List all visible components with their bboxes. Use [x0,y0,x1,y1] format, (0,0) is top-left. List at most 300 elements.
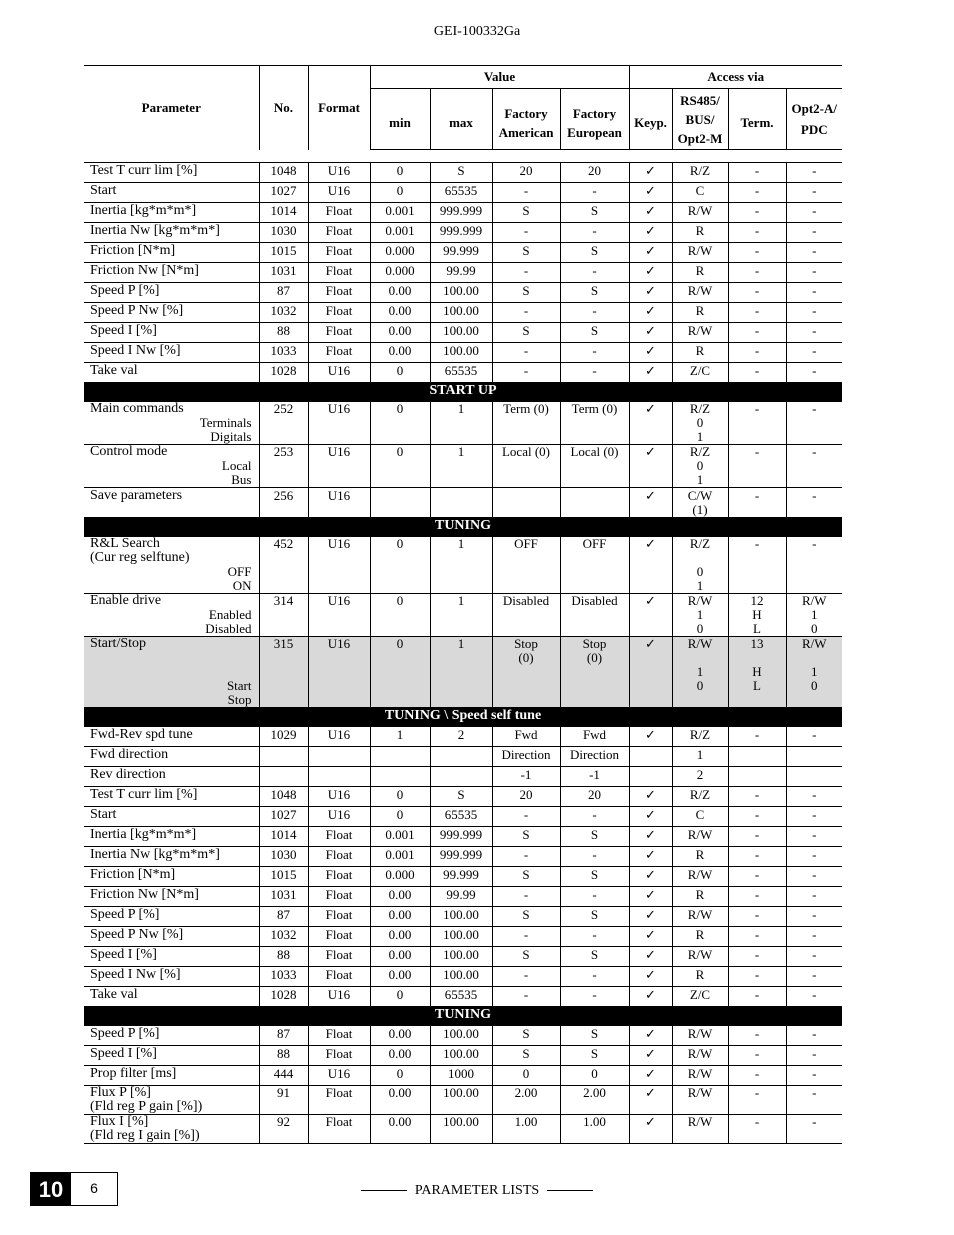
param-keypad-access: ✓ [629,363,672,383]
param-factory-american: - [492,807,560,827]
table-row [84,987,842,1007]
param-no: 1030 [259,847,308,867]
param-factory-american: - [492,847,560,867]
param-no: 88 [259,1046,308,1066]
table-row [84,947,842,967]
param-terminal-access: - [728,907,786,927]
param-name-cell [84,987,259,1007]
param-keypad-access: ✓ [629,343,672,363]
param-format: Float [308,323,370,343]
param-rs485-access: R [672,343,728,363]
param-opt2-access: - [786,163,842,183]
param-terminal-access: - [728,343,786,363]
param-opt2-access: - [786,807,842,827]
table-row [84,1066,842,1086]
section-header [84,518,842,537]
param-no: 1033 [259,343,308,363]
param-max: 999.999 [430,847,492,867]
param-min: 0.001 [370,827,430,847]
header-factory-american: Factory American [492,89,560,150]
param-format: U16 [308,445,370,488]
param-factory-american: S [492,243,560,263]
param-option-label: Disabled [205,621,252,636]
param-name: R&L Search (Cur reg selftune) [90,536,190,565]
param-opt2-access: - [786,907,842,927]
param-terminal-access: - [728,163,786,183]
param-format: Float [308,827,370,847]
param-no: 1027 [259,807,308,827]
param-terminal-access: - [728,402,786,445]
param-terminal-access: - [728,283,786,303]
table-row [84,927,842,947]
param-factory-american: - [492,363,560,383]
param-opt2-access: - [786,303,842,323]
param-no: 1014 [259,827,308,847]
param-min: 0 [370,1066,430,1086]
param-name-cell [84,594,259,637]
header-opt2: Opt2-A/ PDC [786,89,842,150]
param-max: 999.999 [430,827,492,847]
param-factory-european: Direction [560,747,629,767]
param-rs485-access: R/W [672,1046,728,1066]
param-no: 452 [259,537,308,594]
param-format: Float [308,907,370,927]
param-name: Test T curr lim [%] [90,787,198,802]
param-max [430,488,492,518]
param-name: Speed P Nw [%] [90,303,184,318]
param-name: Friction Nw [N*m] [90,263,199,278]
param-max: S [430,163,492,183]
param-rs485-access: R/W [672,907,728,927]
param-min: 0 [370,787,430,807]
param-format: U16 [308,807,370,827]
param-rs485-access: R [672,263,728,283]
param-min [370,747,430,767]
param-keypad-access: ✓ [629,402,672,445]
param-no: 87 [259,283,308,303]
param-min: 0.00 [370,303,430,323]
param-terminal-access: - [728,223,786,243]
param-factory-european: Term (0) [560,402,629,445]
document-id: GEI-100332Ga [433,24,521,39]
param-max: 100.00 [430,1086,492,1115]
param-name-cell [84,637,259,708]
param-option-label: Digitals [210,429,252,444]
param-option-label: OFF [227,564,252,579]
param-rs485-access: C/W (1) [672,488,728,518]
param-name: Friction [N*m] [90,243,176,258]
param-option-label: Stop [227,692,252,707]
param-min: 0 [370,987,430,1007]
param-factory-european: - [560,303,629,323]
param-terminal-access: - [728,887,786,907]
param-min [370,767,430,787]
param-name-cell [84,927,259,947]
param-no: 1028 [259,363,308,383]
param-terminal-access: - [728,847,786,867]
param-terminal-access: - [728,537,786,594]
param-rs485-access: R/W [672,827,728,847]
param-min [370,488,430,518]
param-name-cell [84,488,259,518]
param-option-label: Start [226,678,252,693]
table-row [84,263,842,283]
table-row [84,223,842,243]
param-terminal-access: - [728,488,786,518]
param-rs485-access: R/Z [672,727,728,747]
param-factory-european: S [560,203,629,223]
param-factory-american: - [492,967,560,987]
param-no: 256 [259,488,308,518]
param-name-cell [84,537,259,594]
header-factory-european: Factory European [560,89,629,150]
table-row [84,807,842,827]
param-factory-european: S [560,283,629,303]
param-max: 1 [430,637,492,708]
param-no: 1015 [259,867,308,887]
param-min: 0.00 [370,907,430,927]
param-factory-american: S [492,1046,560,1066]
param-min: 1 [370,727,430,747]
param-name: Take val [90,987,138,1002]
param-name: Friction Nw [N*m] [90,887,199,902]
param-format: U16 [308,163,370,183]
param-factory-american: - [492,927,560,947]
param-opt2-access: - [786,243,842,263]
param-max: 99.99 [430,263,492,283]
param-no: 315 [259,637,308,708]
param-factory-american: - [492,343,560,363]
param-no: 88 [259,947,308,967]
footer-rule-right [547,1190,593,1191]
param-keypad-access: ✓ [629,263,672,283]
param-terminal-access: - [728,927,786,947]
param-min: 0.00 [370,343,430,363]
param-keypad-access: ✓ [629,537,672,594]
param-name: Control mode [90,444,168,459]
param-name-cell [84,967,259,987]
param-min: 0.000 [370,243,430,263]
param-factory-american: - [492,987,560,1007]
param-name: Flux P [%] (Fld reg P gain [%]) [90,1085,203,1114]
table-row [84,887,842,907]
param-format: U16 [308,1066,370,1086]
param-factory-european: Local (0) [560,445,629,488]
header-value: Value [370,66,629,89]
param-opt2-access: - [786,445,842,488]
param-min: 0.00 [370,1086,430,1115]
param-factory-american: S [492,203,560,223]
param-keypad-access: ✓ [629,1026,672,1046]
param-name-cell [84,303,259,323]
param-factory-american: Local (0) [492,445,560,488]
param-opt2-access: - [786,927,842,947]
param-format: Float [308,1086,370,1115]
param-factory-american: - [492,263,560,283]
table-row [84,488,842,518]
param-factory-american: 20 [492,163,560,183]
param-rs485-access: R/W [672,1086,728,1115]
param-rs485-access: C [672,807,728,827]
section-title: TUNING [84,518,842,537]
param-min: 0.000 [370,263,430,283]
param-terminal-access [728,747,786,767]
param-factory-european: Fwd [560,727,629,747]
param-no: 444 [259,1066,308,1086]
param-rs485-access: R [672,927,728,947]
param-format: Float [308,947,370,967]
section-header [84,383,842,402]
param-rs485-access: R [672,223,728,243]
param-max [430,767,492,787]
section-title: START UP [84,383,842,402]
param-name-cell [84,203,259,223]
param-min: 0.001 [370,223,430,243]
param-rs485-access: R [672,967,728,987]
param-rs485-access: R/W [672,867,728,887]
param-min: 0.00 [370,967,430,987]
param-min: 0.00 [370,927,430,947]
param-opt2-access: - [786,1026,842,1046]
param-opt2-access: - [786,787,842,807]
param-name-cell [84,1115,259,1144]
param-opt2-access: - [786,1086,842,1115]
param-min: 0.00 [370,887,430,907]
param-keypad-access: ✓ [629,847,672,867]
param-rs485-access: R/Z 0 1 [672,445,728,488]
param-factory-american: OFF [492,537,560,594]
param-name-cell [84,445,259,488]
param-terminal-access: - [728,363,786,383]
param-no: 252 [259,402,308,445]
param-opt2-access: - [786,343,842,363]
param-terminal-access: - [728,323,786,343]
param-format: U16 [308,787,370,807]
param-name: Friction [N*m] [90,867,176,882]
param-rs485-access: R/Z [672,163,728,183]
param-max: 65535 [430,363,492,383]
table-row [84,1115,842,1144]
param-factory-european: S [560,1046,629,1066]
param-format: U16 [308,537,370,594]
param-name: Speed I [%] [90,1046,157,1061]
param-rs485-access: R/Z 0 1 [672,537,728,594]
param-format [308,767,370,787]
param-opt2-access [786,767,842,787]
param-name-cell [84,727,259,747]
param-min: 0 [370,637,430,708]
param-name-cell [84,787,259,807]
param-opt2-access: - [786,1115,842,1144]
param-terminal-access: - [728,987,786,1007]
param-min: 0.000 [370,867,430,887]
param-rs485-access: R [672,303,728,323]
param-factory-european: - [560,263,629,283]
param-factory-european: S [560,1026,629,1046]
header-parameter: Parameter [84,66,259,150]
param-factory-european: - [560,927,629,947]
table-row [84,1026,842,1046]
param-factory-american: - [492,303,560,323]
param-name: Speed P [%] [90,907,160,922]
param-factory-american: - [492,223,560,243]
param-max: 99.999 [430,867,492,887]
param-factory-american: 2.00 [492,1086,560,1115]
param-opt2-access: R/W 1 0 [786,594,842,637]
param-max: 1 [430,402,492,445]
param-min: 0.00 [370,1046,430,1066]
param-no: 92 [259,1115,308,1144]
param-factory-european: - [560,987,629,1007]
param-min: 0 [370,183,430,203]
param-min: 0.001 [370,847,430,867]
param-name: Take val [90,363,138,378]
header-rs485: RS485/ BUS/ Opt2-M [672,89,728,150]
param-factory-american: S [492,907,560,927]
param-rs485-access: R/W [672,1026,728,1046]
param-no: 1032 [259,927,308,947]
param-no: 1015 [259,243,308,263]
param-terminal-access: - [728,867,786,887]
param-factory-american: Disabled [492,594,560,637]
param-option-label: ON [232,578,252,593]
param-factory-american [492,488,560,518]
param-rs485-access: Z/C [672,987,728,1007]
param-terminal-access [728,767,786,787]
param-terminal-access: - [728,807,786,827]
param-min: 0.00 [370,1115,430,1144]
param-opt2-access: - [786,1066,842,1086]
param-max: 100.00 [430,1046,492,1066]
param-rs485-access: R/W 1 0 [672,637,728,708]
param-max: 999.999 [430,203,492,223]
table-row [84,1046,842,1066]
param-name-cell [84,887,259,907]
table-row [84,907,842,927]
param-min: 0.001 [370,203,430,223]
param-factory-european: - [560,807,629,827]
param-factory-american: S [492,947,560,967]
param-name-cell [84,323,259,343]
param-factory-european [560,488,629,518]
section-header [84,708,842,727]
param-min: 0 [370,807,430,827]
param-rs485-access: R/Z [672,787,728,807]
param-max: 100.00 [430,907,492,927]
table-row [84,283,842,303]
param-opt2-access: - [786,203,842,223]
param-rs485-access: 2 [672,767,728,787]
param-name-cell [84,807,259,827]
param-min: 0 [370,163,430,183]
param-factory-european: - [560,887,629,907]
param-terminal-access: - [728,947,786,967]
param-opt2-access [786,747,842,767]
param-opt2-access: - [786,847,842,867]
param-factory-american: S [492,1026,560,1046]
param-name: Prop filter [ms] [90,1066,177,1081]
param-no: 1029 [259,727,308,747]
param-min: 0.00 [370,1026,430,1046]
param-terminal-access: - [728,967,786,987]
param-max: 999.999 [430,223,492,243]
param-rs485-access: R [672,847,728,867]
param-factory-european: - [560,967,629,987]
param-name: Fwd direction [90,747,169,762]
param-factory-european: Stop (0) [560,637,629,708]
param-max: S [430,787,492,807]
param-no: 1048 [259,787,308,807]
param-max [430,747,492,767]
param-name: Rev direction [90,767,166,782]
param-no: 1032 [259,303,308,323]
param-format: U16 [308,363,370,383]
param-factory-american: 0 [492,1066,560,1086]
param-opt2-access: R/W 1 0 [786,637,842,708]
param-factory-american: S [492,283,560,303]
param-max: 1 [430,594,492,637]
param-factory-american: Term (0) [492,402,560,445]
param-format: U16 [308,488,370,518]
param-format: Float [308,867,370,887]
param-keypad-access: ✓ [629,867,672,887]
param-keypad-access [629,767,672,787]
param-no: 1031 [259,887,308,907]
param-factory-european: 20 [560,787,629,807]
param-opt2-access: - [786,488,842,518]
param-factory-american: - [492,887,560,907]
param-name-cell [84,1066,259,1086]
param-name: Speed P Nw [%] [90,927,184,942]
param-format: U16 [308,727,370,747]
param-opt2-access: - [786,967,842,987]
section-title: TUNING [84,1007,842,1026]
param-name: Speed I Nw [%] [90,343,181,358]
param-format: Float [308,1026,370,1046]
param-keypad-access: ✓ [629,243,672,263]
table-row [84,363,842,383]
param-format: Float [308,343,370,363]
param-option-label: Local [221,458,252,473]
param-factory-american: S [492,323,560,343]
param-terminal-access: 13 H L [728,637,786,708]
footer-rule-left [361,1190,407,1191]
param-no: 1048 [259,163,308,183]
param-min: 0.00 [370,947,430,967]
param-factory-american: Direction [492,747,560,767]
param-name-cell [84,827,259,847]
param-name: Start/Stop [90,636,147,651]
param-format: Float [308,263,370,283]
param-max: 99.999 [430,243,492,263]
table-row [84,303,842,323]
param-format: U16 [308,637,370,708]
param-format: Float [308,303,370,323]
header-keyp: Keyp. [629,89,672,150]
param-name-cell [84,867,259,887]
table-body [84,150,842,1144]
param-rs485-access: R/W [672,243,728,263]
param-format: Float [308,223,370,243]
param-keypad-access: ✓ [629,488,672,518]
param-format [308,747,370,767]
param-rs485-access: C [672,183,728,203]
param-no: 1014 [259,203,308,223]
param-name: Speed I [%] [90,947,157,962]
param-no: 1027 [259,183,308,203]
param-name: Enable drive [90,593,162,608]
param-max: 1 [430,445,492,488]
